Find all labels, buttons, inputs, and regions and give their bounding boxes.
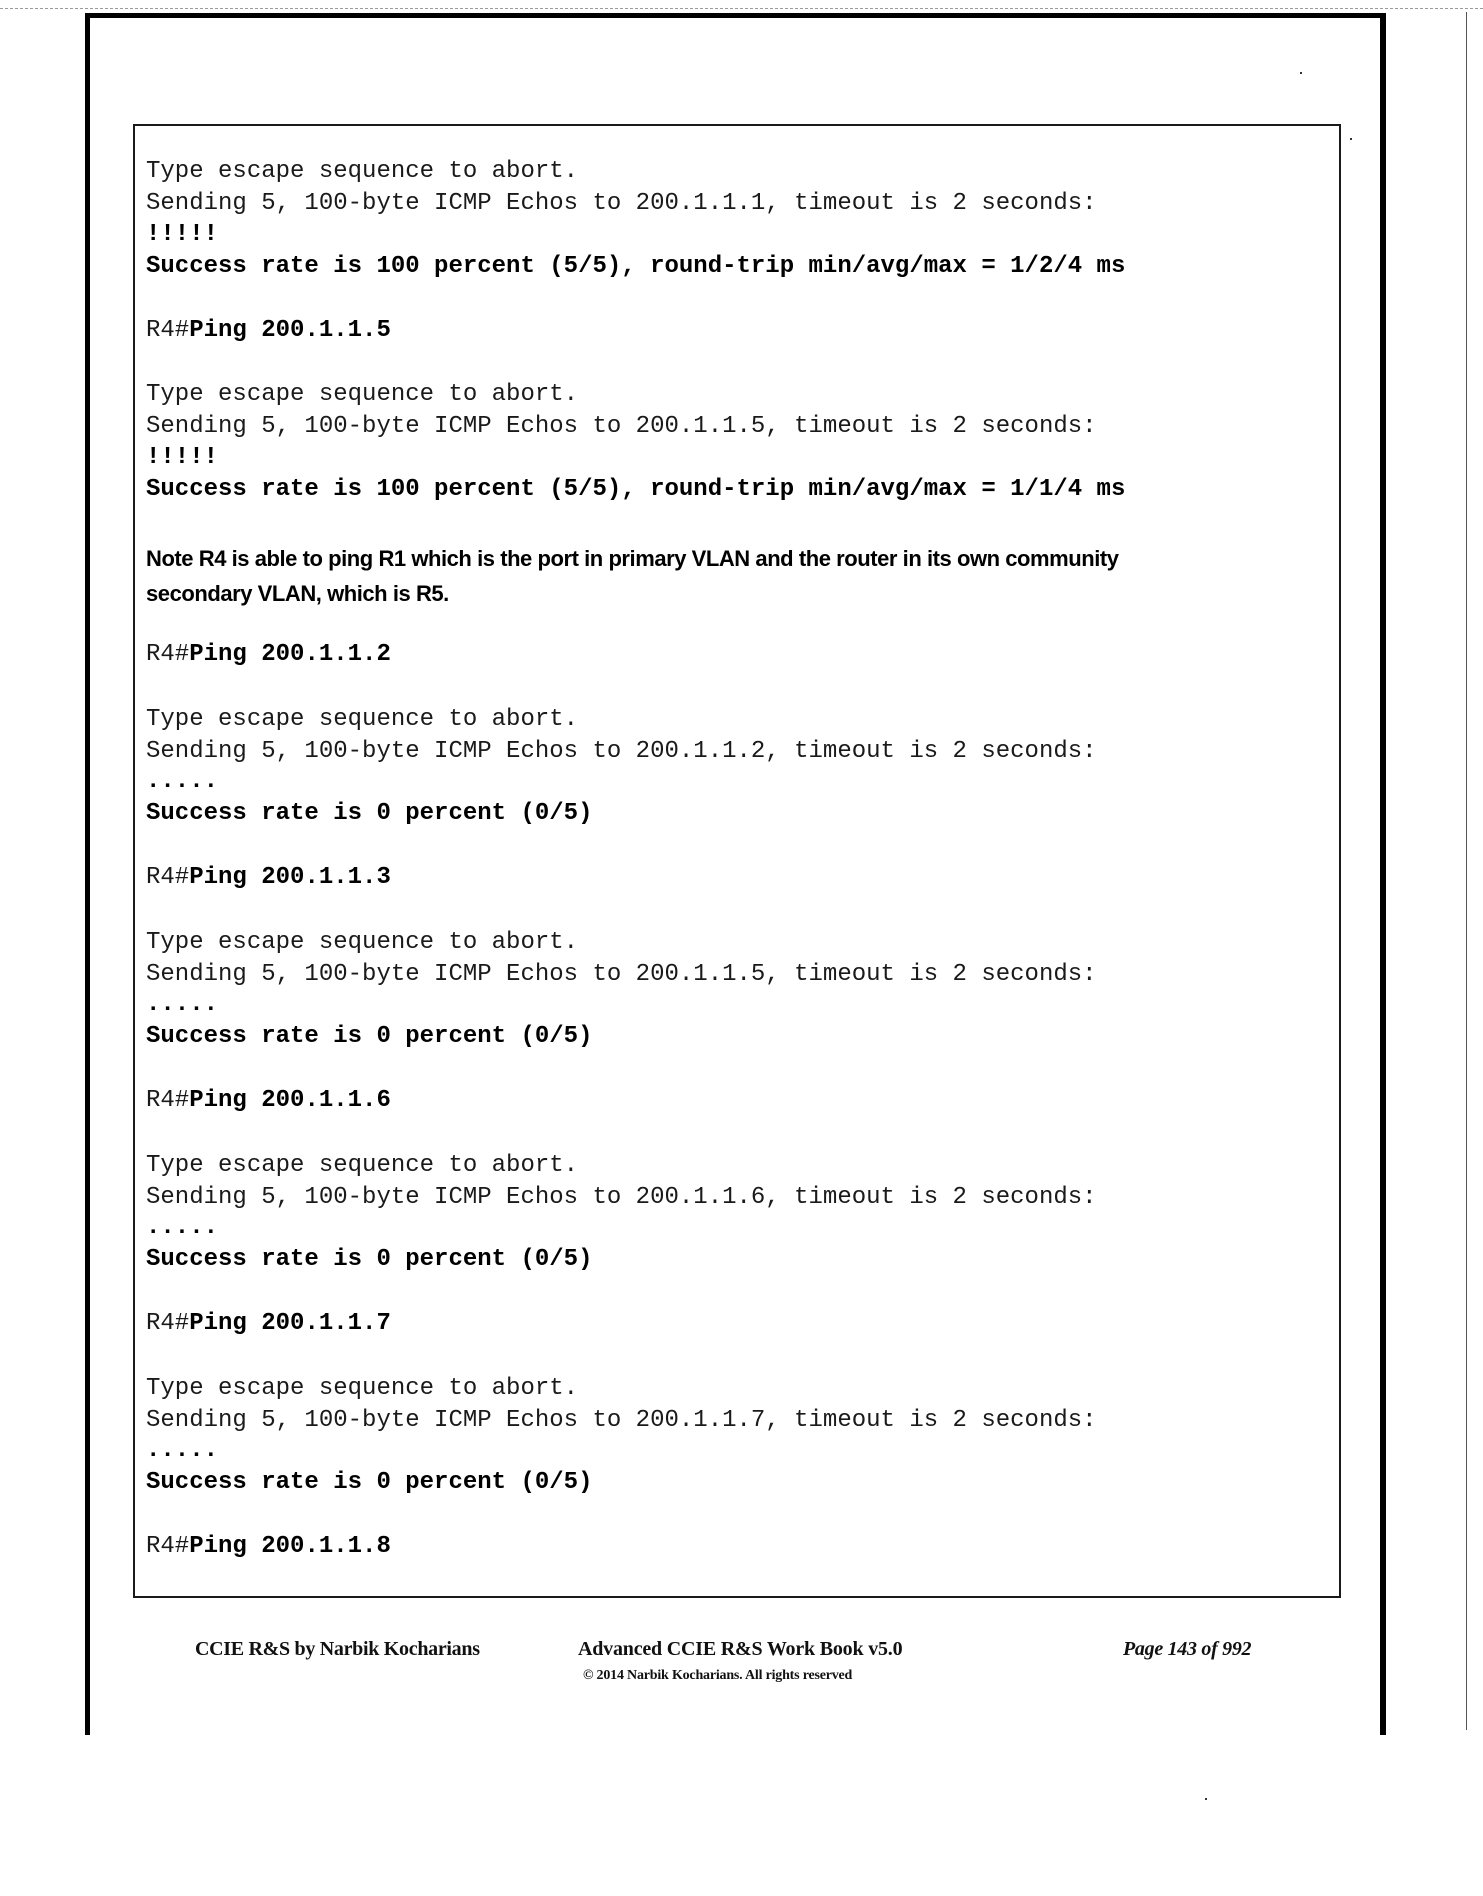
command: Ping 200.1.1.2 [189, 641, 391, 668]
terminal-line-type-escape: Type escape sequence to abort. [146, 1152, 579, 1179]
prompt: R4# [146, 864, 190, 891]
command: Ping 200.1.1.5 [189, 317, 391, 344]
command: Ping 200.1.1.6 [189, 1087, 391, 1114]
terminal-line-success: Success rate is 0 percent (0/5) [146, 1246, 593, 1273]
terminal-command-line [146, 1310, 391, 1338]
terminal-line-type-escape: Type escape sequence to abort. [146, 381, 579, 408]
terminal-line-sending: Sending 5, 100-byte ICMP Echos to 200.1.1.5, timeout is 2 seconds: [146, 961, 1097, 988]
terminal-line-sending: Sending 5, 100-byte ICMP Echos to 200.1.1.5, timeout is 2 seconds: [146, 413, 1097, 440]
terminal-line-sending: Sending 5, 100-byte ICMP Echos to 200.1.1.7, timeout is 2 seconds: [146, 1407, 1097, 1434]
terminal-line-sending: Sending 5, 100-byte ICMP Echos to 200.1.1.1, timeout is 2 seconds: [146, 190, 1097, 217]
terminal-line-result-marks: ..... [146, 768, 219, 795]
terminal-line-success: Success rate is 0 percent (0/5) [146, 1469, 593, 1496]
footer-copyright: © 2014 Narbik Kocharians. All rights reserved [583, 1668, 853, 1683]
terminal-line-success: Success rate is 100 percent (5/5), round-trip min/avg/max = 1/1/4 ms [146, 476, 1126, 503]
note-text-line-1: Note R4 is able to ping R1 which is the port in primary VLAN and the router in its own community [146, 546, 1119, 571]
terminal-line-success: Success rate is 100 percent (5/5), round-trip min/avg/max = 1/2/4 ms [146, 253, 1126, 280]
prompt: R4# [146, 641, 190, 668]
prompt: R4# [146, 317, 190, 344]
terminal-command-line [146, 1533, 391, 1561]
terminal-line-sending: Sending 5, 100-byte ICMP Echos to 200.1.1.2, timeout is 2 seconds: [146, 738, 1097, 765]
command: Ping 200.1.1.7 [189, 1310, 391, 1337]
terminal-line-sending: Sending 5, 100-byte ICMP Echos to 200.1.1.6, timeout is 2 seconds: [146, 1184, 1097, 1211]
scan-edge-noise [0, 8, 1483, 9]
terminal-command-line [146, 1087, 391, 1115]
prompt: R4# [146, 1533, 190, 1560]
prompt: R4# [146, 1087, 190, 1114]
footer-book-title: Advanced CCIE R&S Work Book v5.0 [578, 1638, 903, 1660]
terminal-line-success: Success rate is 0 percent (0/5) [146, 1023, 593, 1050]
footer-page-number: Page 143 of 992 [1123, 1638, 1252, 1660]
scan-speck [1205, 1798, 1207, 1800]
terminal-command-line [146, 641, 391, 669]
terminal-line-result-marks: ..... [146, 1437, 219, 1464]
terminal-line-type-escape: Type escape sequence to abort. [146, 1375, 579, 1402]
terminal-line-result-marks: !!!!! [146, 221, 219, 248]
scan-speck [1300, 72, 1302, 74]
command: Ping 200.1.1.3 [189, 864, 391, 891]
terminal-line-type-escape: Type escape sequence to abort. [146, 158, 579, 185]
terminal-command-line [146, 317, 391, 345]
terminal-line-type-escape: Type escape sequence to abort. [146, 706, 579, 733]
terminal-command-line [146, 864, 391, 892]
scan-speck [1350, 138, 1352, 140]
page-edge-line [1466, 12, 1467, 1730]
prompt: R4# [146, 1310, 190, 1337]
command: Ping 200.1.1.8 [189, 1533, 391, 1560]
terminal-line-success: Success rate is 0 percent (0/5) [146, 800, 593, 827]
footer-author: CCIE R&S by Narbik Kocharians [195, 1638, 480, 1660]
note-text-line-2: secondary VLAN, which is R5. [146, 581, 449, 606]
terminal-line-result-marks: ..... [146, 991, 219, 1018]
terminal-line-result-marks: ..... [146, 1214, 219, 1241]
terminal-line-type-escape: Type escape sequence to abort. [146, 929, 579, 956]
terminal-line-result-marks: !!!!! [146, 444, 219, 471]
